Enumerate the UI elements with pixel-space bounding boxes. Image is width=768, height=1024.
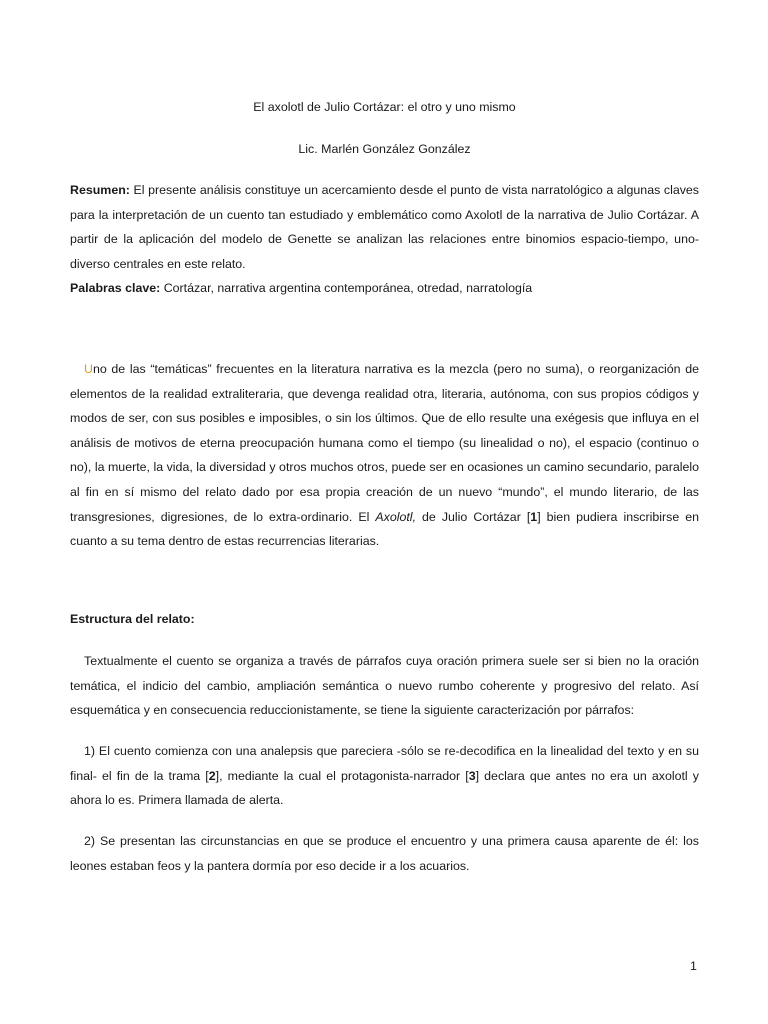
keywords-paragraph	[70, 276, 699, 301]
document-author: Lic. Marlén González González	[298, 142, 471, 156]
intro-italic-title: Axolotl,	[375, 509, 417, 524]
abstract-text: El presente análisis constituye un acercamiento desde el punto de vista narratológico a algunas claves para la interpretación de un cuento tan estudiado y emblemático como Axolotl de la narrativa de Julio Cortázar. A partir de la aplicación del modelo de Genette se analizan las relaciones entre binomios espacio-tiempo, uno-diverso centrales en este relato.	[70, 183, 699, 271]
item1-reference-3[interactable]: 3	[468, 768, 476, 783]
keywords-text: Cortázar, narrativa argentina contemporánea, otredad, narratología	[160, 281, 533, 295]
item1-reference-2[interactable]: 2	[208, 768, 216, 783]
intro-text-2: de Julio Cortázar [	[416, 509, 531, 524]
item1-text-2: ], mediante la cual el protagonista-narrador [	[215, 768, 469, 783]
abstract-paragraph	[70, 178, 699, 276]
keywords-label: Palabras clave:	[70, 281, 161, 295]
list-item-1	[70, 739, 699, 813]
abstract-label: Resumen:	[70, 183, 130, 197]
document-page	[70, 0, 699, 1024]
intro-reference-1[interactable]: 1	[530, 509, 538, 524]
page-number: 1	[690, 959, 697, 973]
section-heading: Estructura del relato:	[70, 612, 195, 626]
item1-text-3: ] declara que antes no era un axolotl y ahora lo es. Primera llamada de alerta.	[70, 768, 699, 808]
intro-text-1: no de las “temáticas” frecuentes en la literatura narrativa es la mezcla (pero no suma), o reorganización de elementos de la realidad extraliteraria, que devenga realidad otra, literaria, autónoma, con sus propios códigos y modos de ser, con sus posibles e imposibles, o sin los últimos. Que de ello resulte una exégesis que influya en el análisis de motivos de eterna preocupación humana como el tiempo (su linealidad o no), el espacio (continuo o no), la muerte, la vida, la diversidad y otros muchos otros, puede ser en ocasiones un camino secundario, paralelo al fin en sí mismo del relato dado por esa propia creación de un nuevo “mundo”, el mundo literario, de las transgresiones, digresiones, de lo extra-ordinario. El	[70, 362, 699, 524]
intro-paragraph	[70, 357, 699, 554]
document-title: El axolotl de Julio Cortázar: el otro y uno mismo	[253, 100, 516, 114]
item1-text-1: 1) El cuento comienza con una analepsis que pareciera -sólo se re-decodifica en la linealidad del texto y en su final- el fin de la trama [	[70, 744, 699, 783]
structure-paragraph: Textualmente el cuento se organiza a través de párrafos cuya oración primera suele ser si bien no la oración temática, el indicio del cambio, ampliación semántica o nuevo rumbo coherente y progresivo del relato. Así esquemática y en consecuencia reduccionistamente, se tiene la siguiente caracterización por párrafos:	[70, 654, 699, 718]
intro-dropcap: U	[84, 362, 93, 376]
list-item-2: 2) Se presentan las circunstancias en que se produce el encuentro y una primera causa aparente de él: los leones estaban feos y la pantera dormía por eso decide ir a los acuarios.	[70, 834, 699, 873]
intro-text-3: ] bien pudiera inscribirse en cuanto a su tema dentro de estas recurrencias literarias.	[70, 509, 700, 549]
